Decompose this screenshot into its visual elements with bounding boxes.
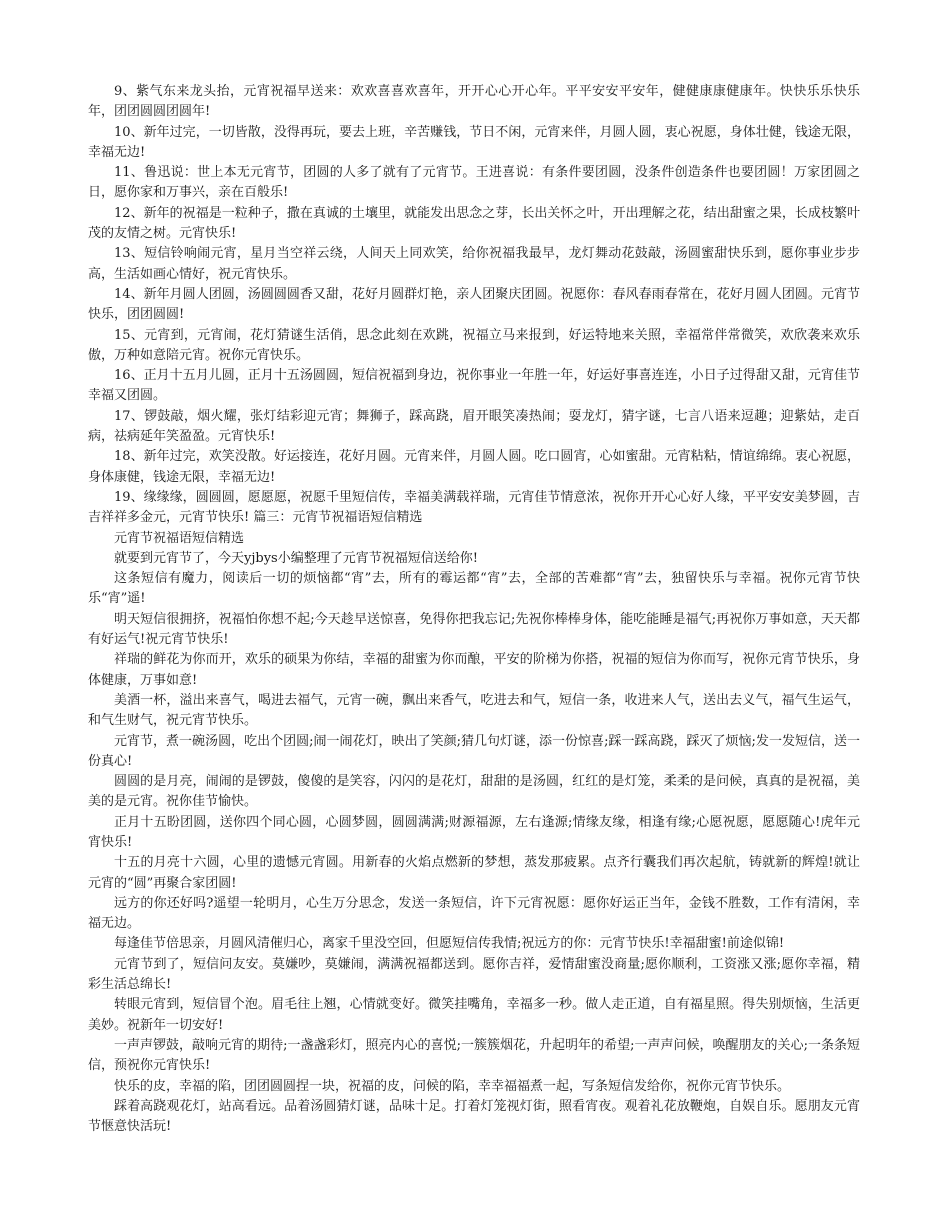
section-title: 元宵节祝福语短信精选 xyxy=(114,530,245,546)
paragraph: 圆圆的是月亮，闹闹的是锣鼓，傻傻的是笑容，闪闪的是花灯，甜甜的是汤圆，红红的是灯笼，柔柔的是问候，真真的是祝福，美美的是元宵。祝你佳节愉快。 xyxy=(88,774,860,810)
paragraph: 就要到元宵节了，今天yjbys小编整理了元宵节祝福短信送给你! xyxy=(114,550,478,566)
paragraph: 15、元宵到，元宵闹，花灯猜谜生活俏，思念此刻在欢跳，祝福立马来报到，好运特地来关照，幸福常伴常微笑，欢欣袭来欢乐傲，万种如意陪元宵。祝你元宵快乐。 xyxy=(88,327,860,363)
paragraph: 12、新年的祝福是一粒种子，撒在真诚的土壤里，就能发出思念之芽，长出关怀之叶，开出理解之花，结出甜蜜之果，长成枝繁叶茂的友情之树。元宵快乐! xyxy=(88,205,860,242)
document-body xyxy=(88,82,860,1137)
paragraph: 祥瑞的鲜花为你而开，欢乐的硕果为你结，幸福的甜蜜为你而酿，平安的阶梯为你搭，祝福的短信为你而写，祝你元宵节快乐，身体健康，万事如意! xyxy=(88,652,860,688)
paragraph: 美酒一杯，溢出来喜气，喝进去福气，元宵一碗，飘出来香气，吃进去和气，短信一条，收进来人气，送出去义气，福气生运气，和气生财气，祝元宵节快乐。 xyxy=(88,692,860,729)
paragraph: 一声声锣鼓，敲响元宵的期待;一盏盏彩灯，照亮内心的喜悦;一簇簇烟花，升起明年的希望;一声声问候，唤醒朋友的关心;一条条短信，预祝你元宵快乐! xyxy=(88,1037,860,1074)
paragraph: 快乐的皮，幸福的陷，团团圆圆捏一块，祝福的皮，问候的陷，幸幸福福煮一起，写条短信发给你，祝你元宵节快乐。 xyxy=(114,1078,791,1094)
paragraph: 18、新年过完，欢笑没散。好运接连，花好月圆。元宵来伴，月圆人圆。吃口圆宵，心如蜜甜。元宵粘粘，情谊绵绵。衷心祝愿，身体康健，钱途无限，幸福无边! xyxy=(88,449,860,485)
paragraph: 每逢佳节倍思亲，月圆风清催归心，离家千里没空回，但愿短信传我情;祝远方的你：元宵节快乐!幸福甜蜜!前途似锦! xyxy=(114,936,785,952)
paragraph: 元宵节，煮一碗汤圆，吃出个团圆;闹一闹花灯，映出了笑颜;猜几句灯谜，添一份惊喜;踩一踩高跷，踩灭了烦恼;发一发短信，送一份真心! xyxy=(88,733,860,769)
paragraph: 远方的你还好吗?遥望一轮明月，心生万分思念，发送一条短信，许下元宵祝愿：愿你好运正当年，金钱不胜数，工作有清闲，幸福无边。 xyxy=(88,895,860,932)
paragraph: 13、短信铃响闹元宵，星月当空祥云绕，人间天上同欢笑，给你祝福我最早，龙灯舞动花鼓敲，汤圆蜜甜快乐到，愿你事业步步高，生活如画心情好，祝元宵快乐。 xyxy=(88,246,860,282)
paragraph: 19、缘缘缘，圆圆圆，愿愿愿，祝愿千里短信传，幸福美满载祥瑞，元宵佳节情意浓，祝你开开心心好人缘，平平安安美梦圆，吉吉祥祥多金元，元宵节快乐! 篇三：元宵节祝福语短信精选 xyxy=(88,489,860,526)
paragraph: 这条短信有魔力，阅读后一切的烦恼都“宵”去，所有的霉运都“宵”去，全部的苦难都“宵”去，独留快乐与幸福。祝你元宵节快乐“宵”遥! xyxy=(88,571,860,607)
paragraph: 元宵节到了，短信问友安。莫嫌吵，莫嫌闹，满满祝福都送到。愿你吉祥，爱情甜蜜没商量;愿你顺利，工资涨又涨;愿你幸福，精彩生活总绵长! xyxy=(88,956,860,993)
paragraph: 转眼元宵到，短信冒个泡。眉毛往上翘，心情就变好。微笑挂嘴角，幸福多一秒。做人走正道，自有福星照。得失别烦恼，生活更美妙。祝新年一切安好! xyxy=(88,997,860,1033)
paragraph: 10、新年过完，一切皆散，没得再玩，要去上班，辛苦赚钱，节日不闲，元宵来伴，月圆人圆，衷心祝愿，身体壮健，钱途无限，幸福无边! xyxy=(88,124,860,160)
paragraph: 十五的月亮十六圆，心里的遗憾元宵圆。用新春的火焰点燃新的梦想，蒸发那疲累。点齐行囊我们再次起航，铸就新的辉煌!就让元宵的“圆”再聚合家团圆! xyxy=(88,855,860,891)
paragraph: 14、新年月圆人团圆，汤圆圆圆香又甜，花好月圆群灯艳，亲人团聚庆团圆。祝愿你：春风春雨春常在，花好月圆人团圆。元宵节快乐，团团圆圆! xyxy=(88,286,860,323)
paragraph: 踩着高跷观花灯，站高看远。品着汤圆猜灯谜，品味十足。打着灯笼视灯街，照看宵夜。观着礼花放鞭炮，自娱自乐。愿朋友元宵节惬意快活玩! xyxy=(88,1098,860,1135)
paragraph: 正月十五盼团圆，送你四个同心圆，心圆梦圆，圆圆满满;财源福源，左右逢源;情缘友缘，相逢有缘;心愿祝愿，愿愿随心!虎年元宵快乐! xyxy=(88,814,860,850)
paragraph: 17、锣鼓敲，烟火耀，张灯结彩迎元宵；舞狮子，踩高跷，眉开眼笑凑热闹；耍龙灯，猜字谜，七言八语来逗趣；迎紫姑，走百病，祛病延年笑盈盈。元宵快乐! xyxy=(88,408,860,445)
paragraph: 16、正月十五月儿圆，正月十五汤圆圆，短信祝福到身边，祝你事业一年胜一年，好运好事喜连连，小日子过得甜又甜，元宵佳节幸福又团圆。 xyxy=(88,368,860,404)
paragraph: 明天短信很拥挤，祝福怕你想不起;今天趁早送惊喜，免得你把我忘记;先祝你棒棒身体，能吃能睡是福气;再祝你万事如意，天天都有好运气!祝元宵节快乐! xyxy=(88,611,860,648)
paragraph: 9、紫气东来龙头抬，元宵祝福早送来：欢欢喜喜欢喜年，开开心心开心年。平平安安平安年，健健康康健康年。快快乐乐快乐年，团团圆圆团圆年! xyxy=(88,84,860,120)
paragraph: 11、鲁迅说：世上本无元宵节，团圆的人多了就有了元宵节。王进喜说：有条件要团圆，没条件创造条件也要团圆！万家团圆之日，愿你家和万事兴，亲在百般乐! xyxy=(88,165,860,201)
